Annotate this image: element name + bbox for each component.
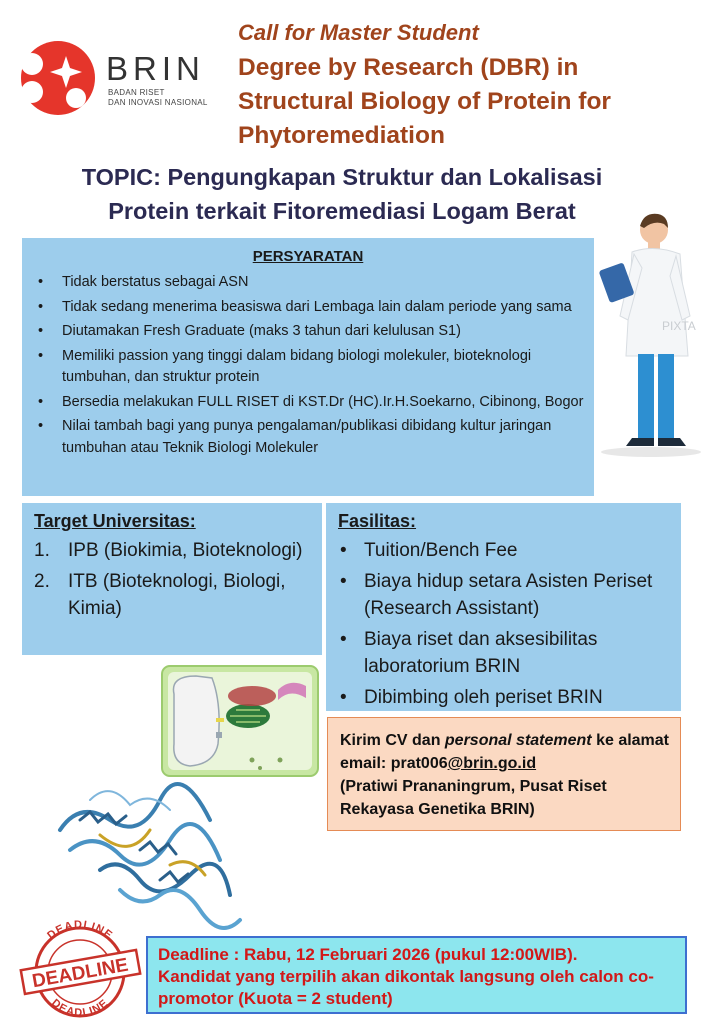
- list-item-text: IPB (Biokimia, Bioteknologi): [68, 540, 303, 561]
- target-universities-box: [22, 503, 322, 655]
- logo-subtitle: [108, 88, 208, 108]
- list-item-text: Tidak berstatus sebagai ASN: [62, 274, 249, 290]
- list-item: [34, 568, 314, 622]
- call-heading: Call for Master Student: [238, 20, 479, 45]
- list-item: [338, 537, 668, 564]
- contact-box: [327, 717, 681, 831]
- svg-text:DEADLINE: [45, 920, 115, 942]
- target-title: Target Universitas:: [34, 511, 196, 531]
- list-item: [34, 416, 584, 459]
- bullet-icon: •: [340, 571, 347, 592]
- svg-text:DEADLINE: [49, 997, 111, 1019]
- requirements-list: [34, 272, 584, 462]
- scientist-illustration: [596, 206, 706, 458]
- bullet-icon: •: [38, 393, 44, 410]
- list-item-text: Biaya riset dan aksesibilitas laboratorium BRIN: [364, 629, 598, 677]
- deadline-note: Kandidat yang terpilih akan dikontak langsung oleh calon co-promotor (Kuota = 2 student): [158, 967, 654, 1008]
- contact-italic: personal statement: [444, 732, 592, 749]
- stamp-bottom-text: DEADLINE: [49, 996, 111, 1020]
- contact-post: ke alamat email: prat006: [340, 732, 670, 772]
- list-item-text: Biaya hidup setara Asisten Periset (Research Assistant): [364, 571, 653, 619]
- list-item: [34, 321, 584, 343]
- list-number: 2.: [34, 571, 50, 592]
- bullet-icon: •: [38, 347, 44, 364]
- stamp-top-text: DEADLINE: [45, 920, 115, 942]
- list-item: [338, 626, 668, 680]
- list-item: [34, 392, 584, 414]
- list-number: 1.: [34, 540, 50, 561]
- deadline-date: Deadline : Rabu, 12 Februari 2026 (pukul 12:00WIB).: [158, 945, 578, 964]
- brin-logo-icon: [14, 38, 104, 118]
- deadline-text: [158, 944, 678, 1010]
- bullet-icon: •: [340, 629, 347, 650]
- topic-line1: TOPIC: Pengungkapan Struktur dan Lokalisasi: [81, 164, 603, 190]
- list-item-text: Nilai tambah bagi yang punya pengalaman/publikasi dibidang kultur jaringan tumbuhan atau Teknik Biologi Molekuler: [62, 418, 552, 456]
- bullet-icon: •: [38, 298, 44, 315]
- bullet-icon: •: [38, 418, 44, 434]
- bullet-icon: •: [38, 323, 44, 339]
- logo-subtitle-line2: DAN INOVASI NASIONAL: [108, 98, 208, 107]
- list-item: [34, 346, 584, 389]
- facilities-title: Fasilitas:: [338, 511, 417, 531]
- contact-pre: Kirim CV dan: [340, 732, 445, 749]
- list-item-text: Dibimbing oleh periset BRIN: [364, 687, 603, 708]
- protein-structure-illustration: [40, 760, 250, 935]
- list-item-text: Tidak sedang menerima beasiswa dari Lembaga lain dalam periode yang sama: [62, 298, 572, 315]
- facilities-list: [338, 537, 668, 715]
- requirements-box: [22, 238, 594, 496]
- list-item: [34, 537, 314, 564]
- email-link[interactable]: @brin.go.id: [447, 755, 537, 772]
- watermark-text: PIXTA: [662, 319, 696, 333]
- topic-heading: [22, 160, 662, 228]
- target-list: [34, 537, 314, 626]
- list-item: [34, 297, 584, 319]
- facilities-box: [326, 503, 681, 711]
- contact-text: [340, 729, 675, 821]
- logo-wordmark: BRIN: [106, 50, 205, 87]
- program-title: Degree by Research (DBR) in Structural Biology of Protein for Phytoremediation: [238, 54, 611, 149]
- bullet-icon: •: [38, 274, 44, 290]
- list-item-text: ITB (Bioteknologi, Biologi, Kimia): [68, 571, 286, 619]
- logo-subtitle-line1: BADAN RISET: [108, 88, 165, 97]
- deadline-stamp-icon: [18, 920, 143, 1020]
- deadline-box: [146, 936, 687, 1014]
- list-item-text: Tuition/Bench Fee: [364, 540, 518, 561]
- requirements-title: PERSYARATAN: [252, 248, 364, 265]
- list-item-text: Memiliki passion yang tinggi dalam bidang biologi molekuler, bioteknologi tumbuhan, dan struktur protein: [62, 347, 532, 385]
- bullet-icon: •: [340, 687, 347, 708]
- list-item-text: Diutamakan Fresh Graduate (maks 3 tahun dari kelulusan S1): [62, 323, 461, 339]
- list-item-text: Bersedia melakukan FULL RISET di KST.Dr (HC).Ir.H.Soekarno, Cibinong, Bogor: [62, 393, 584, 410]
- topic-line2: Protein terkait Fitoremediasi Logam Berat: [108, 198, 576, 224]
- contact-person: (Pratiwi Prananingrum, Pusat Riset Rekayasa Genetika BRIN): [340, 778, 607, 818]
- list-item: [34, 272, 584, 294]
- list-item: [338, 684, 668, 711]
- stamp-center-text: DEADLINE: [30, 954, 130, 993]
- list-item: [338, 568, 668, 622]
- bullet-icon: •: [340, 540, 347, 561]
